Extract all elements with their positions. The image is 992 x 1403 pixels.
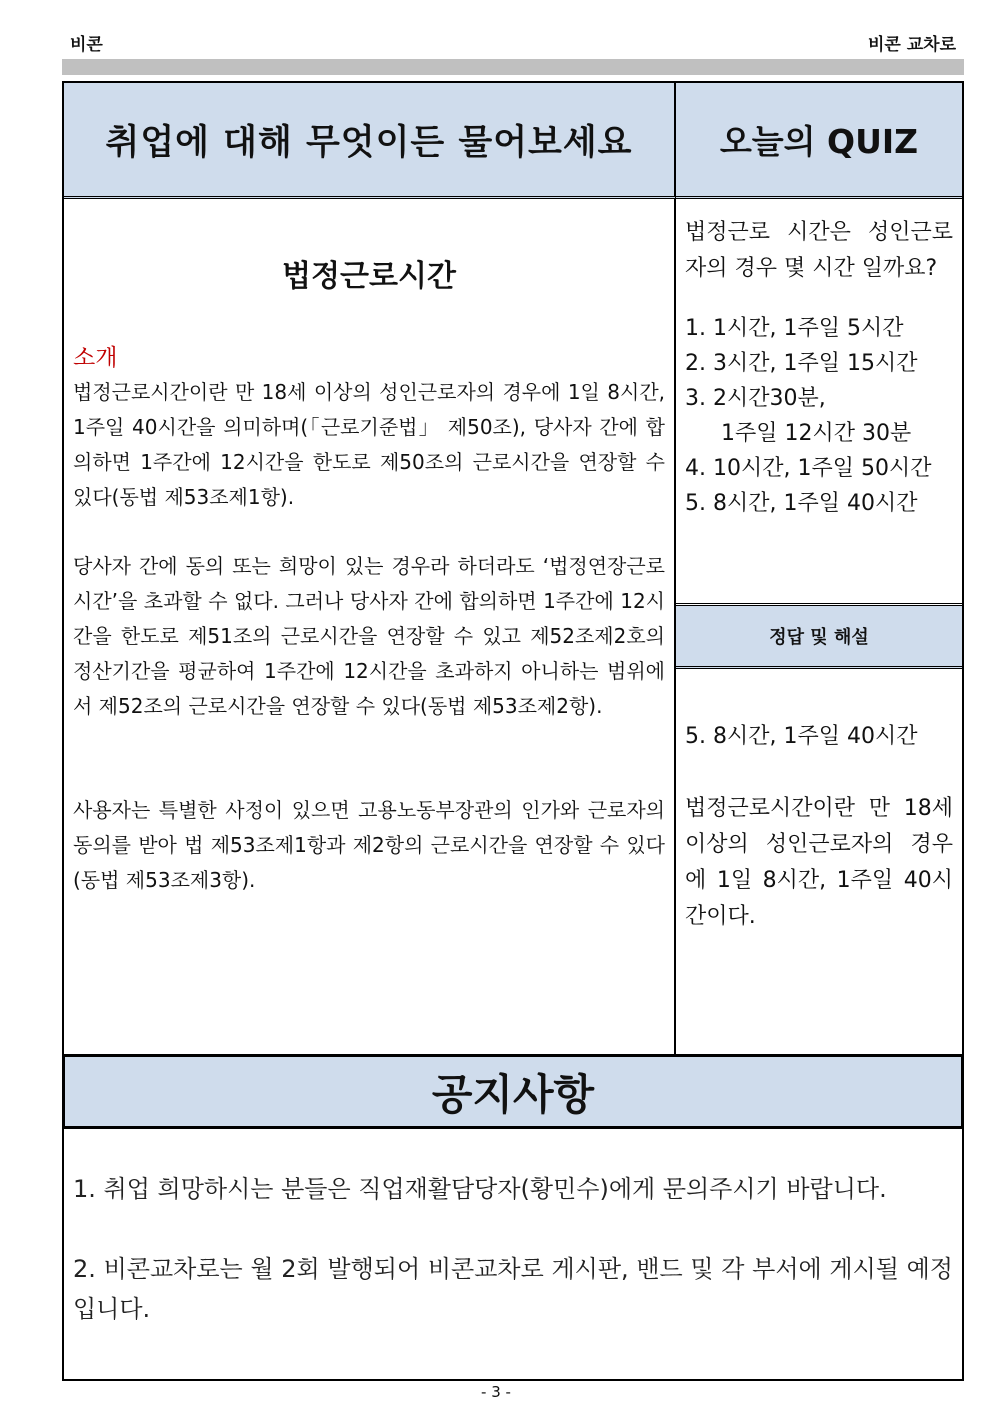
notice-panel — [64, 1129, 962, 1329]
quiz-panel — [676, 199, 962, 606]
answer-explanation: 법정근로시간이란 만 18세 이상의 성인근로자의 경우에 1일 8시간, 1주일 40시간이다. — [685, 796, 953, 929]
quiz-option: 3. 2시간30분, — [685, 386, 826, 411]
article-panel — [64, 199, 676, 1055]
quiz-title: 오늘의 QUIZ — [676, 83, 962, 199]
answer-value: 5. 8시간, 1주일 40시간 — [685, 724, 918, 749]
notice-item: 2. 비콘교차로는 월 2회 발행되어 비콘교차로 게시판, 밴드 및 각 부서에 게시될 예정입니다. — [73, 1255, 953, 1323]
header-left: 비콘 — [70, 35, 103, 55]
main-title: 취업에 대해 무엇이든 물어보세요 — [64, 83, 676, 199]
quiz-option: 1. 1시간, 1주일 5시간 — [685, 316, 904, 341]
page-number: - 3 - — [481, 1383, 511, 1401]
answer-panel — [676, 669, 962, 1055]
article-paragraph: 당사자 간에 동의 또는 희망이 있는 경우라 하더라도 ‘법정연장근로시간’을 초과할 수 없다. 그러나 당사자 간에 합의하면 1주간에 12시간을 한도로 제51조의 근로시간을 연장할 수 있고 제52조제2호의 정산기간을 평균하여 1주간에 12시간을 초과하지 아니하는 범위에서 제52조의 근로시간을 연장할 수 있다(동법 제53조제2항). — [73, 554, 665, 718]
article-title: 법정근로시간 — [282, 259, 456, 294]
notice-item: 1. 취업 희망하시는 분들은 직업재활담당자(황민수)에게 문의주시기 바랍니다. — [73, 1175, 887, 1203]
quiz-options — [685, 311, 953, 521]
quiz-option-continuation: 1주일 12시간 30분 — [721, 421, 912, 446]
article-paragraph: 사용자는 특별한 사정이 있으면 고용노동부장관의 인가와 근로자의 동의를 받아 법 제53조제1항과 제2항의 근로시간을 연장할 수 있다(동법 제53조제3항). — [73, 798, 665, 892]
quiz-question: 법정근로 시간은 성인근로자의 경우 몇 시간 일까요? — [685, 220, 953, 281]
quiz-option: 4. 10시간, 1주일 50시간 — [685, 456, 932, 481]
header-right: 비콘 교차로 — [867, 35, 956, 55]
notice-title: 공지사항 — [62, 1054, 964, 1129]
quiz-option: 5. 8시간, 1주일 40시간 — [685, 491, 918, 516]
section-label: 소개 — [73, 345, 118, 371]
article-paragraph: 법정근로시간이란 만 18세 이상의 성인근로자의 경우에 1일 8시간, 1주일 40시간을 의미하며(「근로기준법」 제50조), 당사자 간에 합의하면 1주간에 12시간을 한도로 제50조의 근로시간을 연장할 수 있다(동법 제53조제1항). — [73, 380, 665, 509]
quiz-option: 2. 3시간, 1주일 15시간 — [685, 351, 918, 376]
answer-header: 정답 및 해설 — [676, 606, 962, 669]
page-frame — [62, 81, 964, 1381]
header-bar — [62, 59, 964, 75]
